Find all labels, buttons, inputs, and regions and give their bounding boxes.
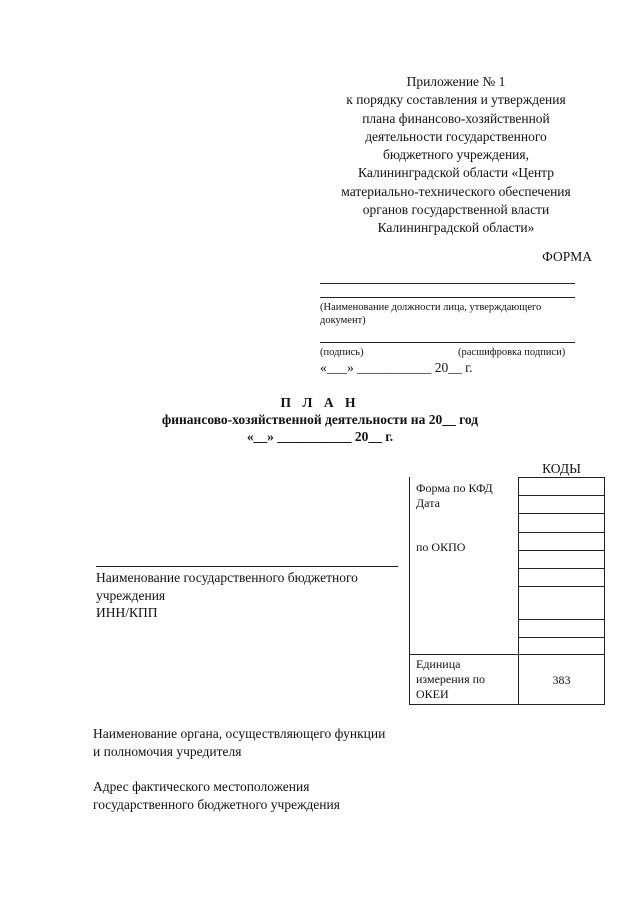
institution-name-line <box>96 566 398 567</box>
codes-column <box>518 477 605 705</box>
code-cell-line <box>519 568 604 569</box>
approver-position-caption: (Наименование должности лица, утверждающего документ) <box>320 302 542 326</box>
code-cell-line <box>519 654 604 655</box>
inn-kpp-label: ИНН/КПП <box>96 605 158 620</box>
codes-labels-column <box>409 477 519 705</box>
plan-subtitle: финансово-хозяйственной деятельности на 20__ год <box>161 412 479 427</box>
signature-label: (подпись) <box>320 347 364 358</box>
appendix-line: плана финансово-хозяйственной <box>362 110 550 126</box>
code-cell-line <box>519 619 604 620</box>
appendix-line: Приложение № 1 <box>406 74 506 89</box>
address-label: Адрес фактического местоположения государственного бюджетного учреждения <box>93 779 340 812</box>
code-cell-line <box>519 586 604 587</box>
appendix-line: бюджетного учреждения, <box>383 147 529 163</box>
appendix-line: материально-технического обеспечения <box>341 183 571 199</box>
appendix-line: деятельности государственного <box>365 128 547 144</box>
appendix-line: Калининградской области «Центр <box>358 165 554 181</box>
signature-line <box>320 342 575 343</box>
founder-label: Наименование органа, осуществляющего функции и полномочия учредителя <box>93 726 386 759</box>
unit-row-divider <box>410 654 519 655</box>
approver-name-line <box>320 283 575 284</box>
institution-name-label: Наименование государственного бюджетного учреждения <box>96 570 358 603</box>
appendix-line: к порядку составления и утверждения <box>346 92 566 108</box>
code-cell-line <box>519 637 604 638</box>
plan-date: «__» ___________ 20__ г. <box>246 429 394 444</box>
codes-header: КОДЫ <box>542 461 581 476</box>
code-cell-line <box>519 532 604 533</box>
form-kfd-label: Форма по КФД <box>416 481 493 495</box>
approver-position-line <box>320 297 575 298</box>
approval-date: «___» ___________ 20__ г. <box>320 360 473 375</box>
appendix-line: органов государственной власти <box>362 202 550 218</box>
code-cell-line <box>519 513 604 514</box>
code-cell-line <box>519 477 604 478</box>
code-cell-line <box>519 495 604 496</box>
signature-decode-label: (расшифровка подписи) <box>458 347 566 358</box>
form-label: ФОРМА <box>542 249 592 264</box>
plan-title: П Л А Н <box>280 395 360 410</box>
appendix-line: Калининградской области» <box>377 220 535 236</box>
appendix-header <box>320 73 592 238</box>
code-cell-line <box>519 550 604 551</box>
okpo-label: по ОКПО <box>416 540 466 554</box>
okei-unit-label: Единица измерения по ОКЕИ <box>416 657 486 701</box>
date-label: Дата <box>416 496 440 510</box>
okei-unit-value: 383 <box>552 673 571 687</box>
